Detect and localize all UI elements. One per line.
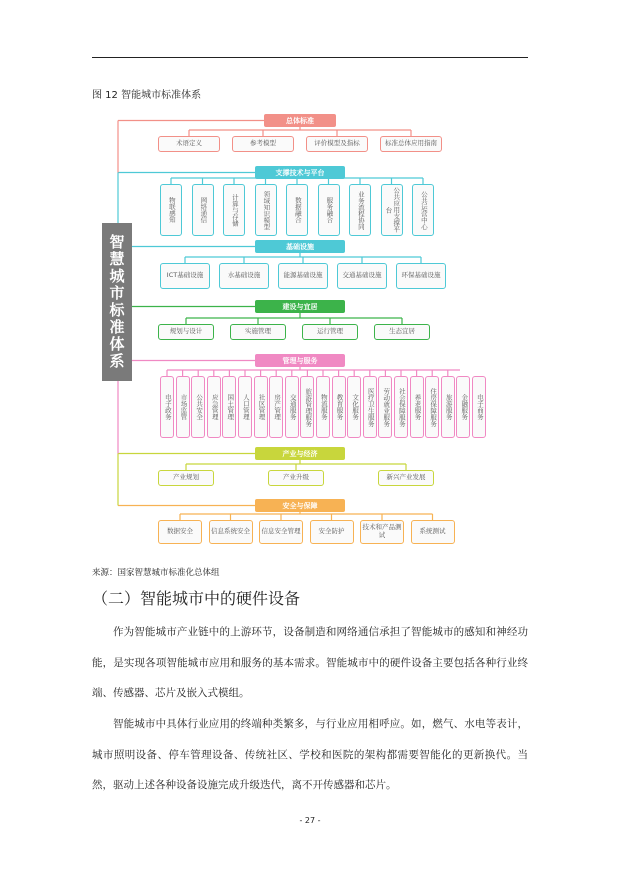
item-box-manage: 人口管理 [238, 376, 252, 438]
item-box-build: 运行管理 [302, 324, 358, 340]
item-box-security: 技术和产品测试 [360, 520, 404, 544]
page-number: - 27 - [299, 816, 321, 825]
figure-source: 来源：国家智慧城市标准化总体组 [92, 568, 220, 578]
item-box-manage: 社会保障服务 [394, 376, 408, 438]
item-box-support: 业务流程协同 [349, 184, 371, 236]
paragraph-2: 智能城市中具体行业应用的终端种类繁多，与行业应用相呼应。如，燃气、水电等表计，城市照明设备、停车管理设备、传统社区、学校和医院的架构都需要智能化的更新换代。当然，驱动上述各种设备设施完成升级迭代，离不开传感器和芯片。 [92, 718, 528, 791]
figure-caption: 图 12 智能城市标准体系 [92, 90, 202, 101]
item-box-manage: 住房保障服务 [425, 376, 439, 438]
item-box-industry: 产业规划 [158, 470, 214, 486]
item-box-infra: ICT基础设施 [160, 263, 210, 289]
item-box-security: 信息安全管理 [259, 520, 303, 544]
item-box-manage: 物流服务 [316, 376, 330, 438]
section-title: （二）智能城市中的硬件设备 [92, 589, 301, 608]
item-box-infra: 交通基础设施 [337, 263, 387, 289]
section-header-industry: 产业与经济 [255, 447, 345, 460]
item-box-support: 网络通信 [192, 184, 214, 236]
item-box-manage: 社区管理 [254, 376, 268, 438]
item-box-support: 领域知识模型 [255, 184, 277, 236]
item-box-infra: 环保基础设施 [396, 263, 446, 289]
section-header-general: 总体标准 [264, 114, 336, 127]
item-box-manage: 电子商务 [472, 376, 486, 438]
item-box-manage: 旅游服务 [441, 376, 455, 438]
item-box-manage: 养老服务 [410, 376, 424, 438]
diagram-side-title: 智慧城市标准体系 [102, 223, 132, 381]
item-box-manage: 劳动就业服务 [378, 376, 392, 438]
item-box-manage: 应急管理 [207, 376, 221, 438]
item-box-manage: 文化服务 [347, 376, 361, 438]
section-header-build: 建设与宜居 [255, 300, 345, 313]
item-box-infra: 能源基础设施 [278, 263, 328, 289]
item-box-manage: 教育服务 [332, 376, 346, 438]
item-box-manage: 电子政务 [160, 376, 174, 438]
item-box-security: 安全防护 [310, 520, 354, 544]
item-box-build: 规划与设计 [158, 324, 214, 340]
item-box-security: 数据安全 [158, 520, 202, 544]
item-box-support: 物联感知 [160, 184, 182, 236]
item-box-manage: 旅游管理服务 [300, 376, 314, 438]
item-box-infra: 水基础设施 [219, 263, 269, 289]
item-box-industry: 产业升级 [268, 470, 324, 486]
item-box-manage: 公共安全 [191, 376, 205, 438]
item-box-manage: 交通服务 [285, 376, 299, 438]
header-rule [92, 57, 528, 58]
item-box-general: 参考模型 [232, 136, 294, 152]
item-box-general: 术语定义 [158, 136, 220, 152]
item-box-support: 服务融合 [318, 184, 340, 236]
item-box-support: 数据融合 [286, 184, 308, 236]
section-header-security: 安全与保障 [255, 499, 345, 512]
section-header-manage: 管理与服务 [255, 354, 345, 367]
item-box-industry: 新兴产业发展 [378, 470, 434, 486]
item-box-general: 评价模型及指标 [306, 136, 368, 152]
paragraph-1: 作为智能城市产业链中的上游环节，设备制造和网络通信承担了智能城市的感知和神经功能，是实现各项智能城市应用和服务的基本需求。智能城市中的硬件设备主要包括各种行业终端、传感器、芯片及嵌入式模组。 [92, 626, 528, 699]
item-box-manage: 医疗卫生服务 [363, 376, 377, 438]
item-box-security: 信息系统安全 [209, 520, 253, 544]
item-box-support: 公共运营中心 [412, 184, 434, 236]
item-box-support: 计算与存储 [223, 184, 245, 236]
item-box-manage: 国土管理 [222, 376, 236, 438]
item-box-security: 系统测试 [411, 520, 455, 544]
section-header-infra: 基础设施 [255, 240, 345, 253]
item-box-manage: 市场监管 [176, 376, 190, 438]
item-box-build: 实施管理 [230, 324, 286, 340]
item-box-build: 生态宜居 [374, 324, 430, 340]
item-box-manage: 房产管理 [269, 376, 283, 438]
item-box-manage: 金融服务 [456, 376, 470, 438]
section-header-support: 支撑技术与平台 [255, 166, 345, 179]
item-box-support: 公共应用支撑平台 [381, 184, 403, 236]
item-box-general: 标准总体应用指南 [380, 136, 442, 152]
standards-diagram [90, 108, 484, 553]
